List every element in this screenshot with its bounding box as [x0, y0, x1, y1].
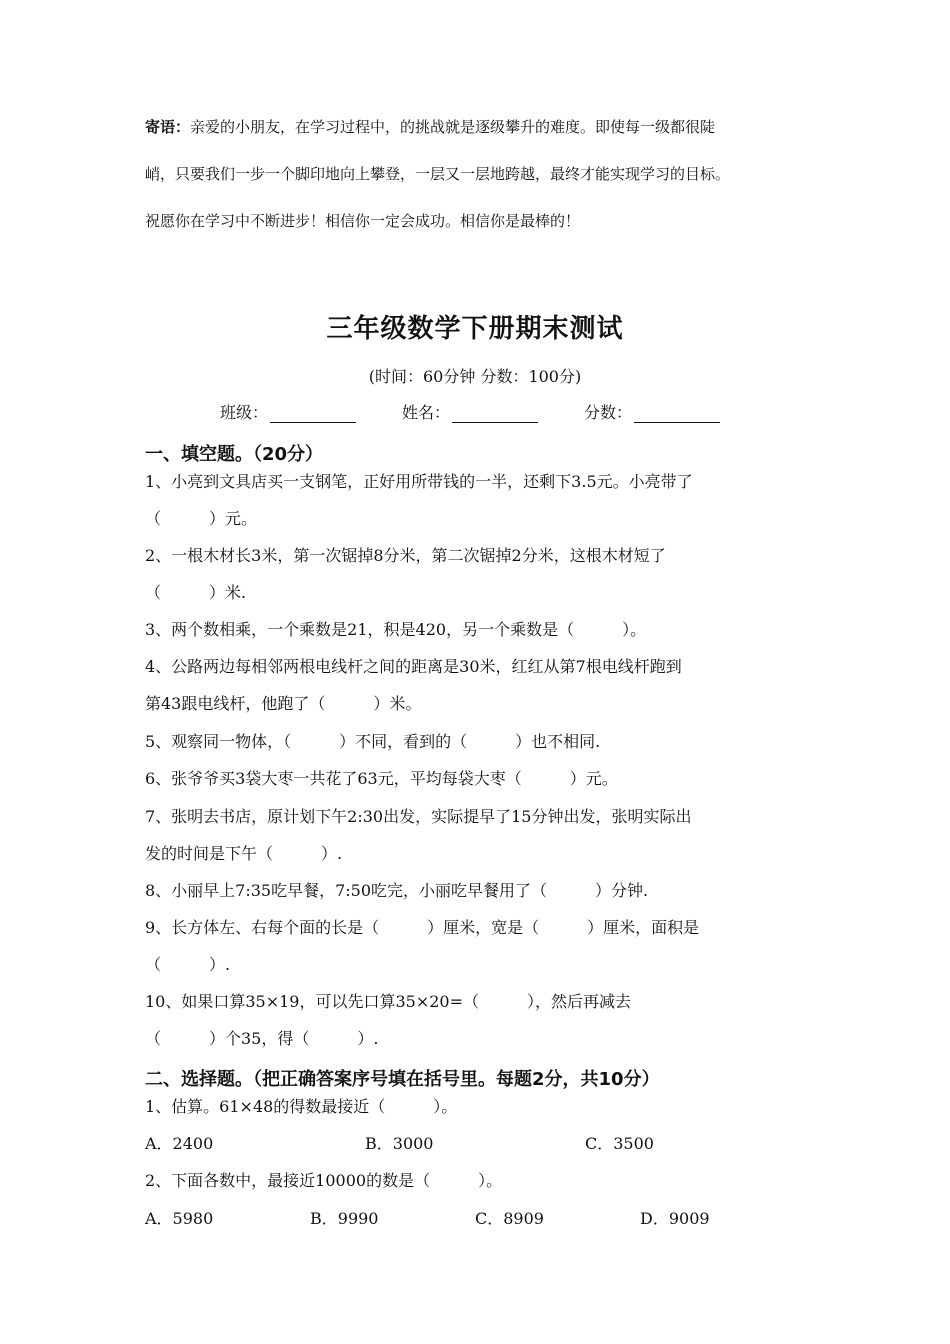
motto-line-1	[145, 116, 715, 138]
q2-option-b: B．9990	[310, 1209, 379, 1228]
choice-question-2: 2、下面各数中，最接近10000的数是（ ）。	[145, 1171, 503, 1190]
question-line: 发的时间是下午（ ）.	[145, 844, 343, 863]
question-line: 4、公路两边每相邻两根电线杆之间的距离是30米，红红从第7根电线杆跑到	[145, 657, 682, 676]
motto-line-2: 峭，只要我们一步一个脚印地向上攀登，一层又一层地跨越，最终才能实现学习的目标。	[145, 165, 731, 183]
score-blank	[634, 404, 720, 423]
name-label: 姓名：	[402, 403, 451, 422]
question-line: 8、小丽早上7:35吃早餐，7:50吃完，小丽吃早餐用了（ ）分钟.	[145, 881, 649, 900]
choice-question-1: 1、估算。61×48的得数最接近（ ）。	[145, 1097, 458, 1116]
question-line: 1、小亮到文具店买一支钢笔，正好用所带钱的一半，还剩下3.5元。小亮带了	[145, 472, 693, 491]
q1-option-b: B．3000	[365, 1134, 434, 1153]
question-line: （ ）元。	[145, 509, 258, 528]
question-line: （ ）.	[145, 955, 231, 974]
section-2-heading: 二、选择题。（把正确答案序号填在括号里。每题2分，共10分）	[145, 1069, 660, 1090]
question-line: （ ）个35，得（ ）.	[145, 1029, 379, 1048]
question-line: 10、如果口算35×19，可以先口算35×20=（ ），然后再减去	[145, 992, 632, 1011]
name-blank	[452, 404, 538, 423]
question-line: 9、长方体左、右每个面的长是（ ）厘米，宽是（ ）厘米，面积是	[145, 918, 700, 937]
question-line: （ ）米.	[145, 583, 247, 602]
motto-label: 寄语：	[145, 118, 191, 136]
question-line: 5、观察同一物体，（ ）不同，看到的（ ）也不相同.	[145, 732, 601, 751]
q1-option-a: A．2400	[145, 1134, 214, 1153]
score-field	[584, 400, 720, 423]
page-title: 三年级数学下册期末测试	[326, 314, 624, 344]
q2-option-a: A．5980	[145, 1209, 214, 1228]
question-line: 7、张明去书店，原计划下午2:30出发，实际提早了15分钟出发，张明实际出	[145, 807, 692, 826]
motto-text-1: 亲爱的小朋友，在学习过程中，的挑战就是逐级攀升的难度。即使每一级都很陡	[190, 118, 716, 136]
exam-subtitle: (时间：60分钟 分数：100分)	[368, 367, 582, 386]
q2-option-c: C．8909	[475, 1209, 544, 1228]
score-label: 分数：	[584, 403, 633, 422]
question-line: 第43跟电线杆，他跑了（ ）米。	[145, 694, 422, 713]
class-field	[220, 400, 356, 423]
question-line: 3、两个数相乘，一个乘数是21，积是420，另一个乘数是（ ）。	[145, 620, 647, 639]
class-label: 班级：	[220, 403, 269, 422]
name-field	[402, 400, 538, 423]
q1-option-c: C．3500	[585, 1134, 654, 1153]
class-blank	[270, 404, 356, 423]
q2-option-d: D．9009	[640, 1209, 710, 1228]
section-1-heading: 一、填空题。（20分）	[145, 444, 324, 465]
motto-line-3: 祝愿你在学习中不断进步！相信你一定会成功。相信你是最棒的！	[145, 212, 581, 230]
question-line: 6、张爷爷买3袋大枣一共花了63元，平均每袋大枣（ ）元。	[145, 769, 618, 788]
question-line: 2、一根木材长3米，第一次锯掉8分米，第二次锯掉2分米，这根木材短了	[145, 546, 666, 565]
